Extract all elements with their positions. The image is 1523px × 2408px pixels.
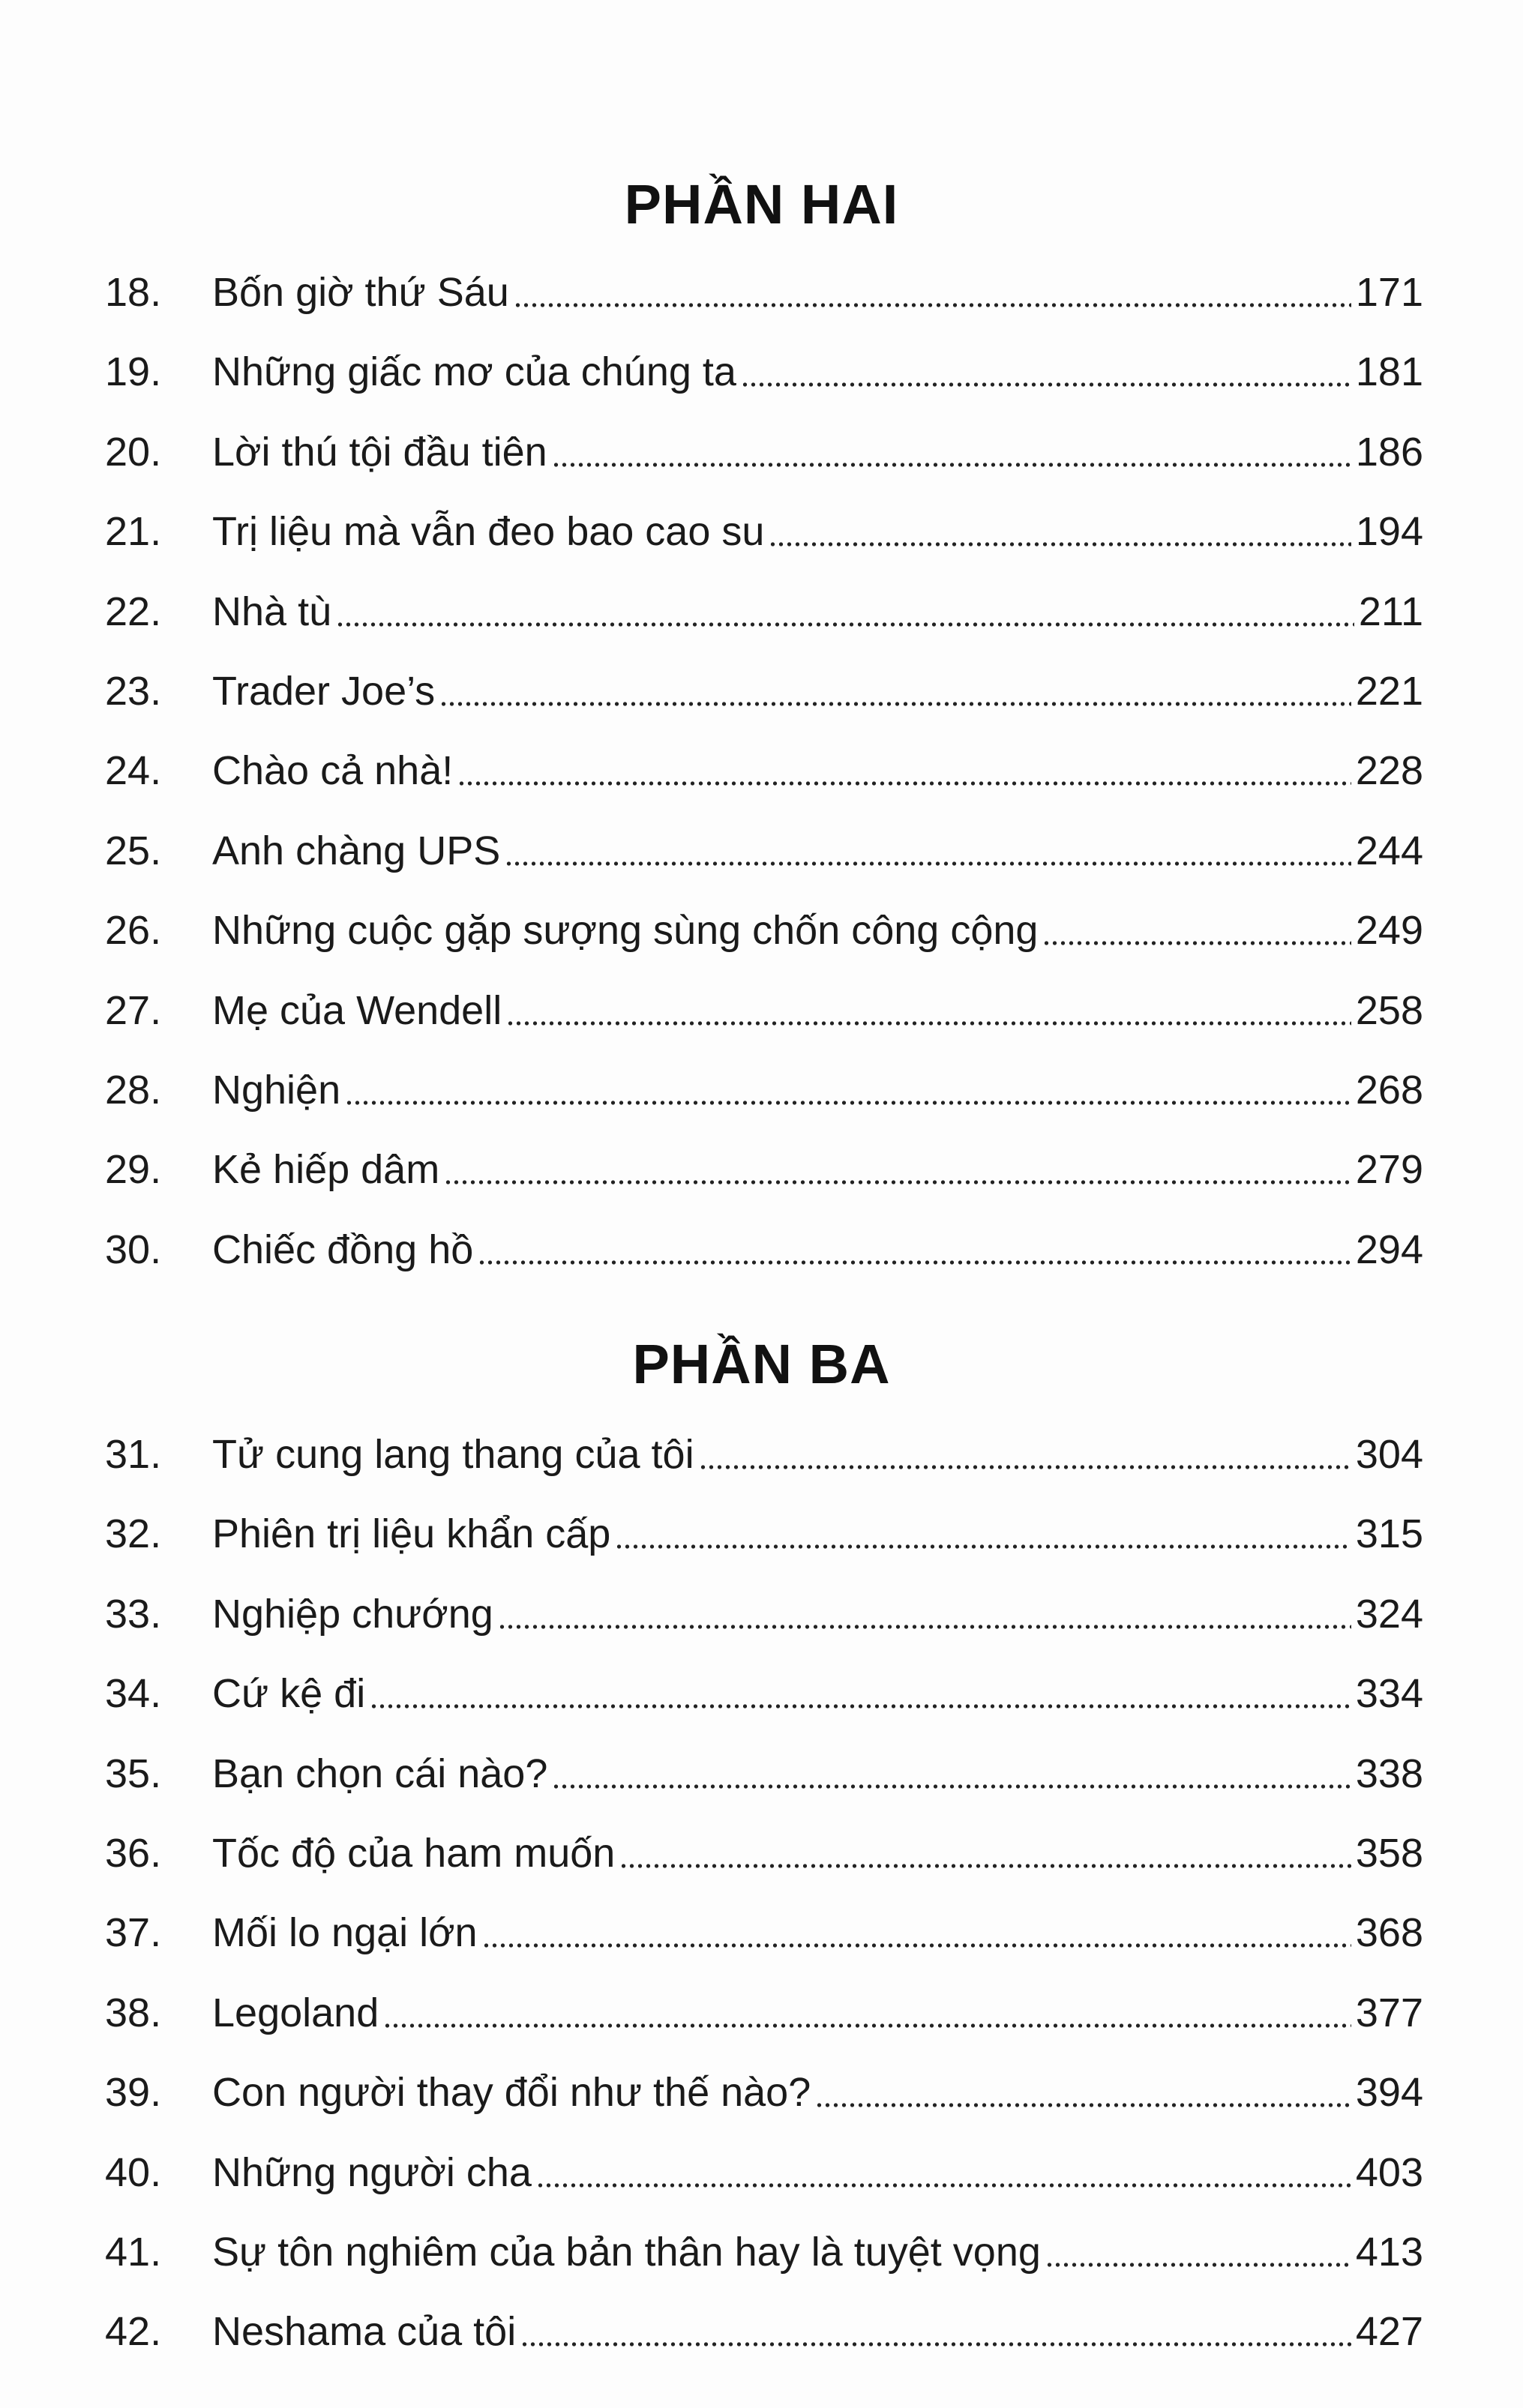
- chapter-number: 42.: [105, 2309, 162, 2355]
- chapter-title: Kẻ hiếp dâm: [212, 1147, 440, 1193]
- dot-leader: [457, 780, 1351, 786]
- page-number: 324: [1355, 1591, 1423, 1637]
- dot-leader: [482, 1942, 1351, 1948]
- page-number: 181: [1355, 349, 1423, 395]
- toc-entry: [105, 1987, 1423, 2039]
- toc-entry: [105, 1748, 1423, 1800]
- dot-leader: [505, 861, 1351, 867]
- toc-entry: [105, 2226, 1423, 2278]
- chapter-title: Bạn chọn cái nào?: [212, 1751, 548, 1796]
- dot-leader: [336, 621, 1354, 627]
- dot-leader: [514, 302, 1351, 308]
- chapter-title: Nhà tù: [212, 589, 332, 634]
- chapter-number: 36.: [105, 1831, 162, 1876]
- chapter-number: 28.: [105, 1068, 162, 1113]
- toc-entry: [105, 346, 1423, 398]
- chapter-number: 26.: [105, 908, 162, 954]
- dot-leader: [699, 1464, 1351, 1470]
- page-number: 377: [1355, 1990, 1423, 2035]
- dot-leader: [506, 1020, 1351, 1026]
- page-number: 186: [1355, 429, 1423, 475]
- chapter-number: 22.: [105, 589, 162, 634]
- toc-entry: [105, 2305, 1423, 2358]
- dot-leader: [520, 2341, 1351, 2347]
- chapter-title: Neshama của tôi: [212, 2309, 517, 2355]
- chapter-number: 37.: [105, 1910, 162, 1956]
- toc-entry: [105, 266, 1423, 319]
- toc-entry: [105, 2066, 1423, 2119]
- dot-leader: [741, 382, 1351, 388]
- page-number: 249: [1355, 908, 1423, 954]
- section-heading: PHẦN HAI: [624, 173, 899, 235]
- page-number: 304: [1355, 1432, 1423, 1477]
- page-number: 427: [1355, 2309, 1423, 2355]
- page-number: 315: [1355, 1511, 1423, 1557]
- chapter-number: 23.: [105, 669, 162, 714]
- chapter-number: 24.: [105, 748, 162, 794]
- page-number: 211: [1358, 589, 1423, 634]
- chapter-title: Sự tôn nghiêm của bản thân hay là tuyệt vọng: [212, 2230, 1041, 2275]
- chapter-number: 19.: [105, 349, 162, 395]
- dot-leader: [478, 1259, 1351, 1265]
- section-heading: PHẦN BA: [632, 1333, 891, 1395]
- toc-entry: [105, 1428, 1423, 1481]
- chapter-title: Tử cung lang thang của tôi: [212, 1432, 694, 1477]
- toc-entry: [105, 665, 1423, 717]
- chapter-number: 39.: [105, 2070, 162, 2116]
- chapter-title: Mối lo ngại lớn: [212, 1910, 478, 1956]
- dot-leader: [444, 1179, 1351, 1185]
- chapter-title: Những người cha: [212, 2149, 532, 2195]
- chapter-title: Nghiện: [212, 1068, 341, 1113]
- chapter-number: 18.: [105, 270, 162, 315]
- chapter-number: 27.: [105, 987, 162, 1033]
- dot-leader: [1042, 940, 1351, 946]
- chapter-number: 38.: [105, 1990, 162, 2035]
- chapter-title: Những cuộc gặp sượng sùng chốn công cộng: [212, 908, 1039, 954]
- dot-leader: [536, 2182, 1351, 2188]
- dot-leader: [345, 1100, 1351, 1106]
- page-number: 194: [1355, 509, 1423, 555]
- page-number: 171: [1355, 270, 1423, 315]
- page-number: 334: [1355, 1671, 1423, 1717]
- page-number: 338: [1355, 1751, 1423, 1796]
- dot-leader: [370, 1703, 1351, 1709]
- toc-entry: [105, 904, 1423, 957]
- chapter-title: Legoland: [212, 1990, 379, 2035]
- chapter-number: 21.: [105, 509, 162, 555]
- toc-entry: [105, 426, 1423, 478]
- chapter-title: Con người thay đổi như thế nào?: [212, 2070, 811, 2116]
- chapter-number: 31.: [105, 1432, 162, 1477]
- chapter-number: 25.: [105, 828, 162, 873]
- toc-entry: [105, 505, 1423, 558]
- chapter-title: Mẹ của Wendell: [212, 987, 502, 1033]
- chapter-title: Trader Joe’s: [212, 669, 436, 714]
- chapter-number: 29.: [105, 1147, 162, 1193]
- toc-entry: [105, 744, 1423, 797]
- page-number: 403: [1355, 2149, 1423, 2195]
- chapter-number: 30.: [105, 1226, 162, 1272]
- dot-leader: [552, 462, 1351, 468]
- chapter-number: 35.: [105, 1751, 162, 1796]
- toc-entry: [105, 1667, 1423, 1720]
- page-number: 258: [1355, 987, 1423, 1033]
- chapter-number: 32.: [105, 1511, 162, 1557]
- dot-leader: [552, 1784, 1351, 1790]
- chapter-title: Chào cả nhà!: [212, 748, 454, 794]
- toc-entry: [105, 1588, 1423, 1640]
- toc-entry: [105, 586, 1423, 638]
- chapter-title: Nghiệp chướng: [212, 1591, 493, 1637]
- dot-leader: [1045, 2262, 1351, 2268]
- chapter-number: 34.: [105, 1671, 162, 1717]
- dot-leader: [383, 2023, 1351, 2029]
- chapter-number: 20.: [105, 429, 162, 475]
- page-number: 268: [1355, 1068, 1423, 1113]
- dot-leader: [619, 1863, 1351, 1869]
- page-number: 221: [1355, 669, 1423, 714]
- toc-entry: [105, 825, 1423, 877]
- chapter-title: Lời thú tội đầu tiên: [212, 429, 547, 475]
- toc-entry: [105, 1223, 1423, 1276]
- chapter-title: Cứ kệ đi: [212, 1671, 366, 1717]
- chapter-number: 33.: [105, 1591, 162, 1637]
- chapter-title: Tốc độ của ham muốn: [212, 1831, 616, 1876]
- chapter-title: Anh chàng UPS: [212, 828, 501, 873]
- toc-entry: [105, 1827, 1423, 1879]
- page-number: 413: [1355, 2230, 1423, 2275]
- chapter-title: Những giấc mơ của chúng ta: [212, 349, 736, 395]
- page-number: 279: [1355, 1147, 1423, 1193]
- dot-leader: [615, 1544, 1351, 1550]
- page-number: 394: [1355, 2070, 1423, 2116]
- page-number: 358: [1355, 1831, 1423, 1876]
- page-number: 294: [1355, 1226, 1423, 1272]
- page-number: 244: [1355, 828, 1423, 873]
- toc-entry: [105, 1508, 1423, 1560]
- chapter-title: Phiên trị liệu khẩn cấp: [212, 1511, 611, 1557]
- toc-entry: [105, 2146, 1423, 2199]
- dot-leader: [815, 2102, 1351, 2108]
- chapter-number: 40.: [105, 2149, 162, 2195]
- chapter-title: Bốn giờ thứ Sáu: [212, 270, 509, 315]
- page-number: 368: [1355, 1910, 1423, 1956]
- dot-leader: [498, 1624, 1351, 1630]
- chapter-title: Chiếc đồng hồ: [212, 1226, 474, 1272]
- chapter-title: Trị liệu mà vẫn đeo bao cao su: [212, 509, 765, 555]
- dot-leader: [769, 541, 1351, 547]
- toc-entry: [105, 1064, 1423, 1116]
- toc-entry: [105, 984, 1423, 1037]
- dot-leader: [439, 701, 1351, 707]
- page-number: 228: [1355, 748, 1423, 794]
- toc-entry: [105, 1906, 1423, 1959]
- toc-entry: [105, 1143, 1423, 1196]
- chapter-number: 41.: [105, 2230, 162, 2275]
